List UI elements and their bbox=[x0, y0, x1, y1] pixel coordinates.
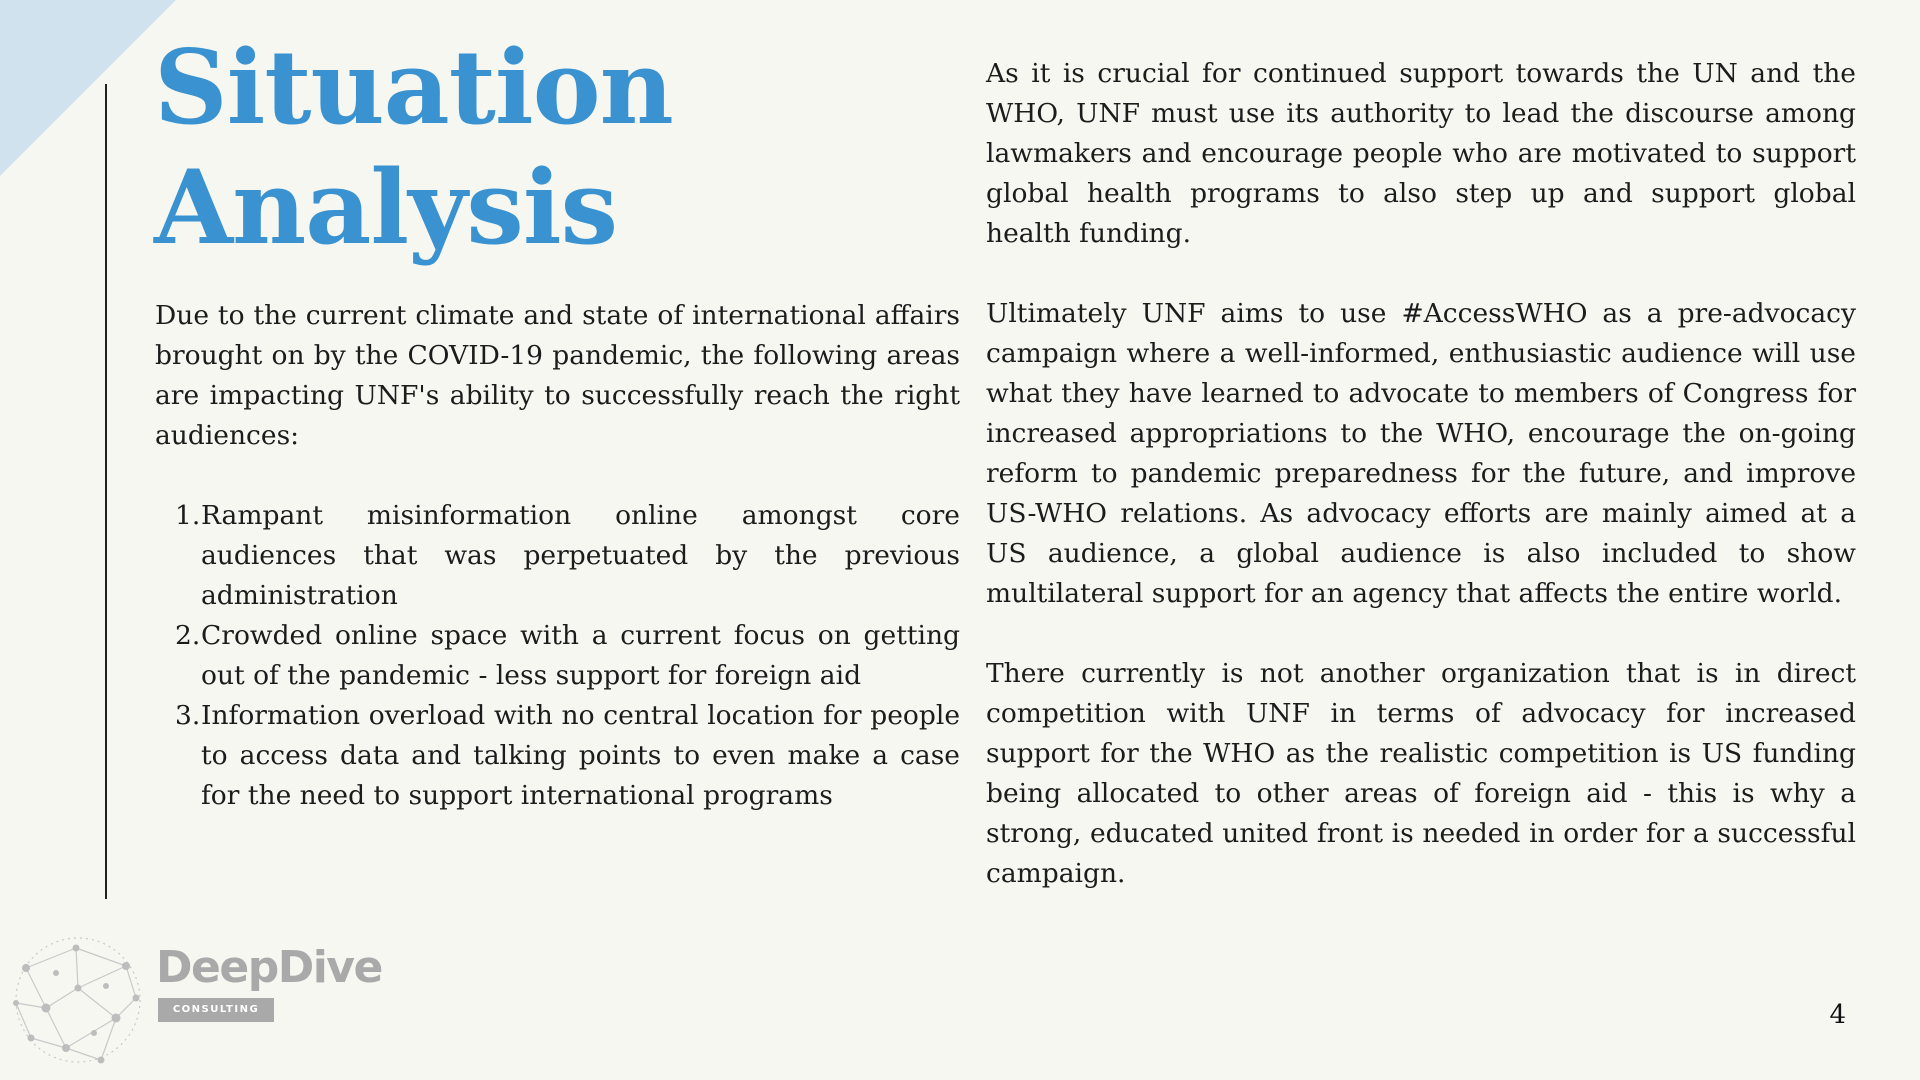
list-item-text: Information overload with no central location for people to access data and talking points to even make a case for the need to support international programs bbox=[201, 700, 960, 811]
title-line-1: Situation bbox=[154, 28, 673, 148]
title-line-2: Analysis bbox=[154, 148, 618, 268]
list-item-number: 2. bbox=[175, 620, 201, 651]
deepdive-logo bbox=[6, 928, 386, 1078]
paragraph-campaign-aim: Ultimately UNF aims to use #AccessWHO as a pre-advocacy campaign where a well-informed, enthusiastic audience will use what they have learned to advocate to members of Congress for increased appropriations to the WHO, encourage the on-going reform to pandemic preparedness for the future, and improve US-WHO relations. As advocacy efforts are mainly aimed at a US audience, a global audience is also included to show multilateral support for an agency that affects the entire world. bbox=[986, 298, 1856, 609]
list-item bbox=[155, 696, 960, 816]
list-item-number: 1. bbox=[175, 500, 201, 531]
list-item-text: Crowded online space with a current focus on getting out of the pandemic - less support for foreign aid bbox=[201, 620, 960, 691]
logo-wordmark: DeepDive bbox=[156, 942, 382, 993]
right-column bbox=[986, 54, 1856, 934]
paragraph-competition: There currently is not another organization that is in direct competition with UNF in terms of advocacy for increased support for the WHO as the realistic competition is US funding being allocated to other areas of foreign aid - this is why a strong, educated united front is needed in order for a successful campaign. bbox=[986, 658, 1856, 889]
list-item-text: Rampant misinformation online amongst core audiences that was perpetuated by the previous administration bbox=[201, 500, 960, 611]
page-title bbox=[154, 28, 673, 268]
list-item bbox=[155, 496, 960, 616]
corner-decoration bbox=[0, 0, 176, 176]
list-item-number: 3. bbox=[175, 700, 201, 731]
issue-list bbox=[155, 496, 960, 816]
logo-tagline: CONSULTING bbox=[158, 998, 274, 1022]
intro-paragraph: Due to the current climate and state of international affairs brought on by the COVID-19 pandemic, the following areas are impacting UNF's ability to successfully reach the right audiences: bbox=[155, 300, 960, 451]
page-number: 4 bbox=[1829, 1000, 1846, 1030]
network-globe-icon bbox=[6, 928, 156, 1078]
vertical-divider bbox=[105, 84, 107, 899]
list-item bbox=[155, 616, 960, 696]
left-column bbox=[155, 296, 960, 816]
paragraph-support: As it is crucial for continued support towards the UN and the WHO, UNF must use its authority to lead the discourse among lawmakers and encourage people who are motivated to support global health programs to also step up and support global health funding. bbox=[986, 58, 1856, 249]
